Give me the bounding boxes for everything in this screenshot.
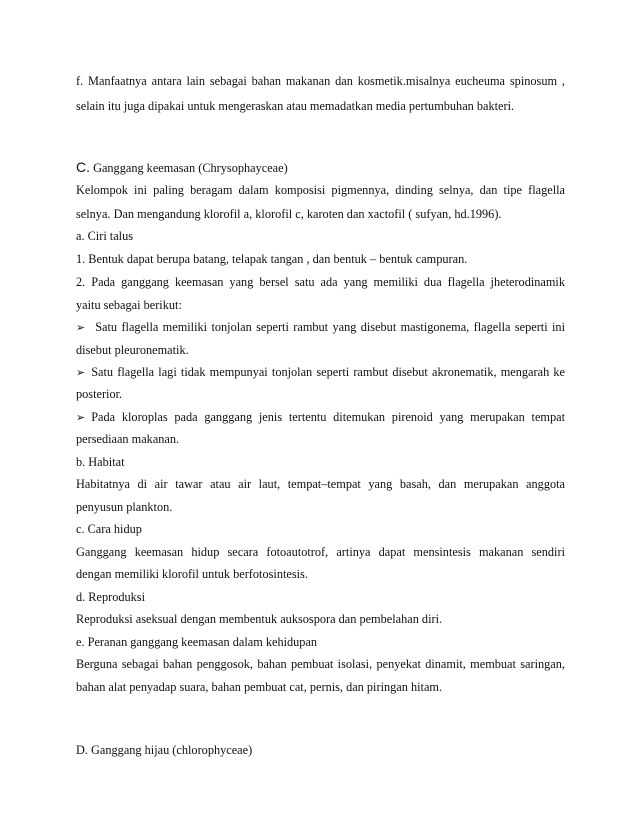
cara-hidup-line-2: dengan memiliki klorofil untuk berfotosintesis. — [76, 567, 308, 581]
bullet-1-line-1 — [76, 319, 565, 336]
reproduksi-line-1: Reproduksi aseksual dengan membentuk auksospora dan pembelahan diri. — [76, 612, 443, 626]
ciri-talus-heading: a. Ciri talus — [76, 229, 134, 243]
habitat-line-1: Habitatnya di air tawar atau air laut, tempat–tempat yang basah, dan merupakan anggota — [76, 477, 565, 491]
section-c-heading — [76, 159, 565, 176]
peranan-heading: e. Peranan ganggang keemasan dalam kehidupan — [76, 635, 318, 649]
peranan-line-2: bahan alat penyadap suara, bahan pembuat cat, pernis, dan piringan hitam. — [76, 680, 443, 694]
section-c-intro-line-2: selnya. Dan mengandung klorofil a, klorofil c, karoten dan xactofil ( sufyan, hd.1996). — [76, 207, 502, 221]
section-c-intro-line-1: Kelompok ini paling beragam dalam komposisi pigmennya, dinding selnya, dan tipe flagella — [76, 183, 565, 197]
arrow-bullet-icon: ➢ — [76, 321, 86, 334]
ciri-item-1: 1. Bentuk dapat berupa batang, telapak tangan , dan bentuk – bentuk campuran. — [76, 252, 468, 266]
ciri-item-2-line-2: yaitu sebagai berikut: — [76, 298, 182, 312]
cara-hidup-heading: c. Cara hidup — [76, 522, 142, 536]
bullet-3-line-2: persediaan makanan. — [76, 432, 180, 446]
bullet-3-line-1 — [76, 409, 565, 426]
bullet-1-line-2: disebut pleuronematik. — [76, 343, 189, 357]
bullet-3-text: Pada kloroplas pada ganggang jenis tertentu ditemukan pirenoid yang merupakan tempat — [91, 410, 565, 424]
reproduksi-heading: d. Reproduksi — [76, 590, 145, 604]
peranan-line-1: Berguna sebagai bahan penggosok, bahan pembuat isolasi, penyekat dinamit, membuat saringan, — [76, 657, 565, 671]
section-f-line-1: f. Manfaatnya antara lain sebagai bahan makanan dan kosmetik.misalnya eucheuma spinosum , — [76, 74, 565, 88]
bullet-2-text: Satu flagella lagi tidak mempunyai tonjolan seperti rambut disebut akronematik, mengarah ke — [91, 365, 565, 379]
bullet-1-text: Satu flagella memiliki tonjolan seperti rambut yang disebut mastigonema, flagella seperti ini — [95, 320, 565, 334]
bullet-2-line-2: posterior. — [76, 387, 123, 401]
cara-hidup-line-1: Ganggang keemasan hidup secara fotoautotrof, artinya dapat mensintesis makanan sendiri — [76, 545, 565, 559]
section-f-line-2: selain itu juga dipakai untuk mengeraskan atau memadatkan media pertumbuhan bakteri. — [76, 99, 515, 113]
section-c-letter: C. — [76, 159, 90, 175]
bullet-2-line-1 — [76, 364, 565, 381]
habitat-line-2: penyusun plankton. — [76, 500, 173, 514]
arrow-bullet-icon: ➢ — [76, 366, 86, 379]
section-c-title: Ganggang keemasan (Chrysophayceae) — [90, 161, 288, 175]
ciri-item-2-line-1: 2. Pada ganggang keemasan yang bersel satu ada yang memiliki dua flagella jheterodinamik — [76, 275, 565, 289]
habitat-heading: b. Habitat — [76, 455, 125, 469]
arrow-bullet-icon: ➢ — [76, 411, 86, 424]
section-d-heading: D. Ganggang hijau (chlorophyceae) — [76, 743, 253, 757]
